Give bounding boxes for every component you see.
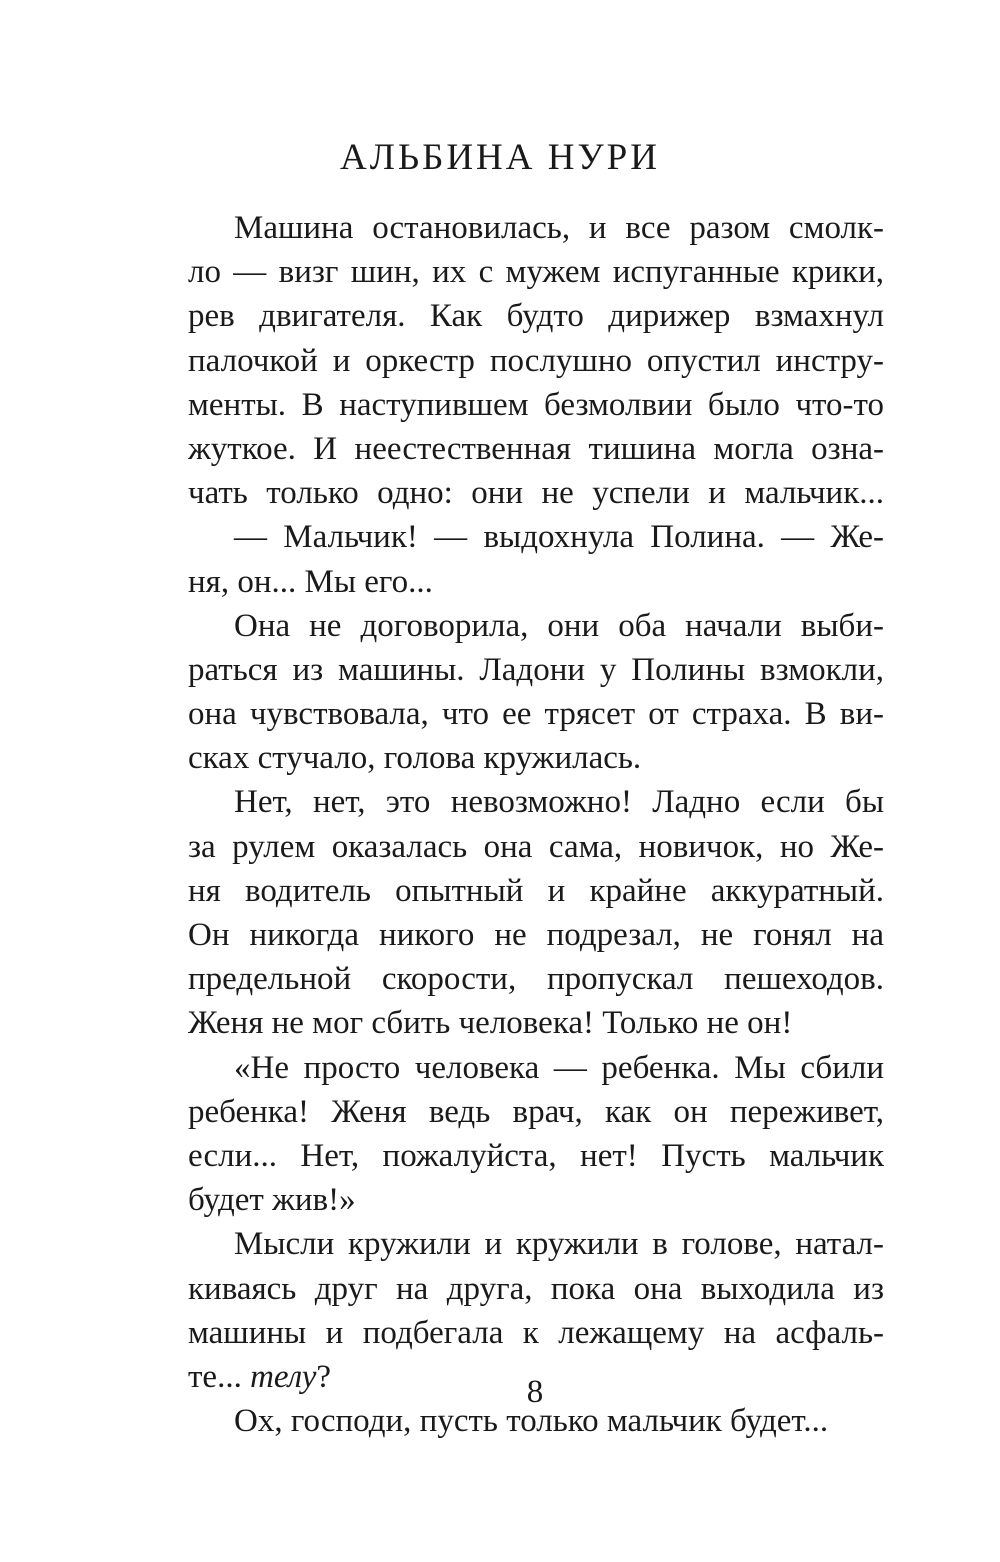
text-line: чать только одно: они не успели и мальчик... — [188, 475, 884, 512]
page-number: 8 — [526, 1374, 544, 1410]
text-line: менты. В наступившем безмолвии было что-то — [188, 386, 884, 423]
text-line: Женя не мог сбить человека! Только не он! — [188, 1005, 793, 1042]
body-text — [188, 206, 884, 1443]
text-line: за рулем оказалась она сама, новичок, но Же- — [188, 828, 884, 865]
italic-word: телу — [250, 1358, 317, 1395]
text-line: Ох, господи, пусть только мальчик будет... — [234, 1403, 829, 1440]
text-line: Нет, нет, это невозможно! Ладно если бы — [234, 784, 884, 821]
text-line: ребенка! Женя ведь врач, как он переживет, — [188, 1093, 884, 1130]
text-line: ня водитель опытный и крайне аккуратный. — [188, 872, 884, 909]
text-segment: те... — [188, 1358, 251, 1395]
text-line: она чувствовала, что ее трясет от страха. В ви- — [188, 696, 884, 733]
text-line: ло — визг шин, их с мужем испуганные крики, — [188, 254, 884, 291]
text-line: Мысли кружили и кружили в голове, натал- — [234, 1226, 884, 1263]
text-line: «Не просто человека — ребенка. Мы сбили — [234, 1049, 884, 1086]
text-line: киваясь друг на друга, пока она выходила из — [188, 1270, 884, 1307]
text-line: Он никогда никого не подрезал, не гонял на — [188, 917, 884, 953]
text-line: сках стучало, голова кружилась. — [188, 740, 642, 777]
text-line: если... Нет, пожалуйста, нет! Пусть мальчик — [188, 1137, 884, 1174]
text-line: — Мальчик! — выдохнула Полина. — Же- — [234, 519, 884, 556]
text-line: машины и подбегала к лежащему на асфаль- — [188, 1314, 884, 1351]
text-line: Машина остановилась, и все разом смолк- — [234, 210, 884, 246]
text-line: будет жив!» — [188, 1182, 356, 1219]
text-segment: ? — [316, 1358, 331, 1395]
text-line: палочкой и оркестр послушно опустил инстру- — [188, 342, 884, 379]
text-line: предельной скорости, пропускал пешеходов. — [188, 961, 884, 998]
text-line: ня, он... Мы его... — [188, 563, 433, 600]
running-head: АЛЬБИНА НУРИ — [340, 137, 660, 178]
text-line: раться из машины. Ладони у Полины взмокли, — [188, 651, 884, 688]
text-line: жуткое. И неестественная тишина могла озна- — [188, 430, 884, 467]
text-line: рев двигателя. Как будто дирижер взмахнул — [188, 298, 884, 335]
text-line: Она не договорила, они оба начали выби- — [234, 607, 884, 644]
